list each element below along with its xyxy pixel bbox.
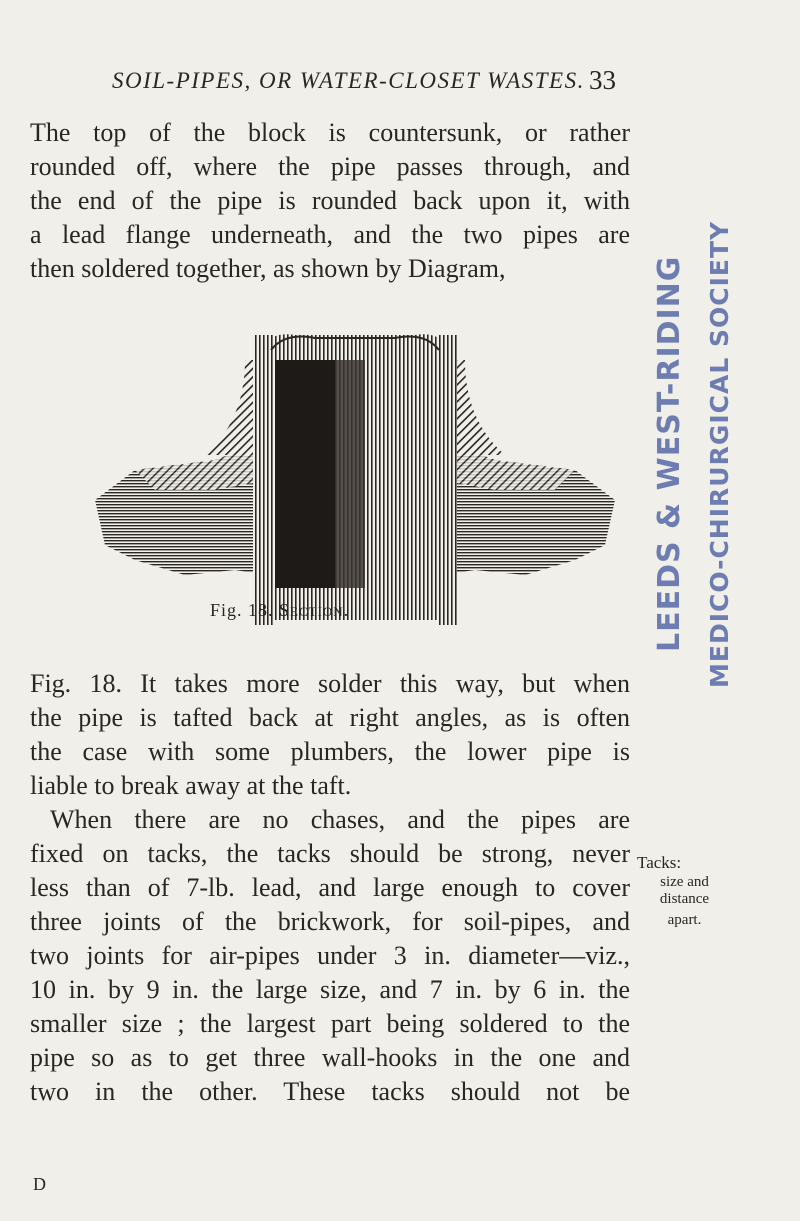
text-line: smaller size ; the largest part being soldered to the [30,1009,630,1038]
section-illustration [95,330,615,630]
library-stamp-line-2: MEDICO-CHIRURGICAL SOCIETY [705,220,734,688]
text-line: When there are no chases, and the pipes are [50,805,630,834]
text-line: two in the other. These tacks should not be [30,1077,630,1106]
text-line: three joints of the brickwork, for soil-pipes, and [30,907,630,936]
text-line: Fig. 18. It takes more solder this way, but when [30,669,630,698]
figure-caption [210,600,349,621]
text-line: 10 in. by 9 in. the large size, and 7 in. by 6 in. the [30,975,630,1004]
running-title: SOIL-PIPES, OR WATER-CLOSET WASTES. [112,68,585,93]
text-line: fixed on tacks, the tacks should be strong, never [30,839,630,868]
brick-block-right [440,445,615,575]
text-line: two joints for air-pipes under 3 in. diameter—viz., [30,941,630,970]
paragraph-1 [30,116,630,286]
text-line: rounded off, where the pipe passes through, and [30,152,630,181]
paragraph-2 [30,667,630,1109]
margin-note-line: apart. [667,912,702,928]
caption-prefix: Fig. 18. [210,600,274,620]
running-head [0,65,800,102]
text-line: less than of 7-lb. lead, and large enough to cover [30,873,630,902]
text-line: liable to break away at the taft. [30,771,352,800]
text-line: a lead flange underneath, and the two pipes are [30,220,630,249]
caption-label: Section. [279,600,350,620]
pipe-wall-right [437,335,457,625]
pipe-wall-left [253,335,273,625]
text-line: the end of the pipe is rounded back upon it, with [30,186,630,215]
text-line: then soldered together, as shown by Diagram, [30,254,506,283]
pipe-core [275,348,335,588]
library-stamp-line-1: LEEDS & WEST-RIDING [652,255,687,652]
margin-note-title: Tacks: [637,853,682,872]
text-line: the pipe is tafted back at right angles, as is often [30,703,630,732]
margin-note-line: size and [660,874,709,890]
text-line: The top of the block is countersunk, or rather [30,118,630,147]
margin-note [637,853,732,928]
brick-block-left [95,445,270,575]
text-line: pipe so as to get three wall-hooks in the one and [30,1043,630,1072]
page-number: 33 [589,65,616,95]
text-line: the case with some plumbers, the lower pipe is [30,737,630,766]
margin-note-line: distance [659,891,710,907]
signature-mark: D [33,1174,46,1194]
